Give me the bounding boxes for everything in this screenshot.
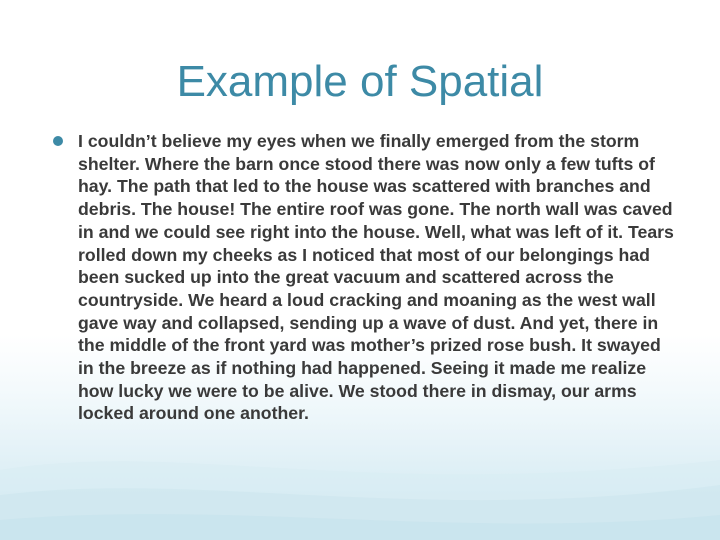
slide-title: Example of Spatial [176,57,544,106]
background-wave-decoration [0,430,720,540]
bullet-dot-icon [53,136,63,146]
bullet-content [78,130,678,425]
bullet-text: I couldn’t believe my eyes when we finally emerged from the storm shelter. Where the barn once stood there was now only a few tufts of hay. The path that led to the house was scattered with branches and debris. The house! The entire roof was gone. The north wall was caved in and we could see right into the house. Well, what was left of it. Tears rolled down my cheeks as I noticed that most of our belongings had been sucked up into the great vacuum and scattered across the countryside. We heard a loud cracking and moaning as the west wall gave way and collapsed, sending up a wave of dust. And yet, there in the middle of the front yard was mother’s prized rose bush. It swayed in the breeze as if nothing had happened. Seeing it made me realize how lucky we were to be alive. We stood there in dismay, our arms locked around one another. [78,131,674,424]
